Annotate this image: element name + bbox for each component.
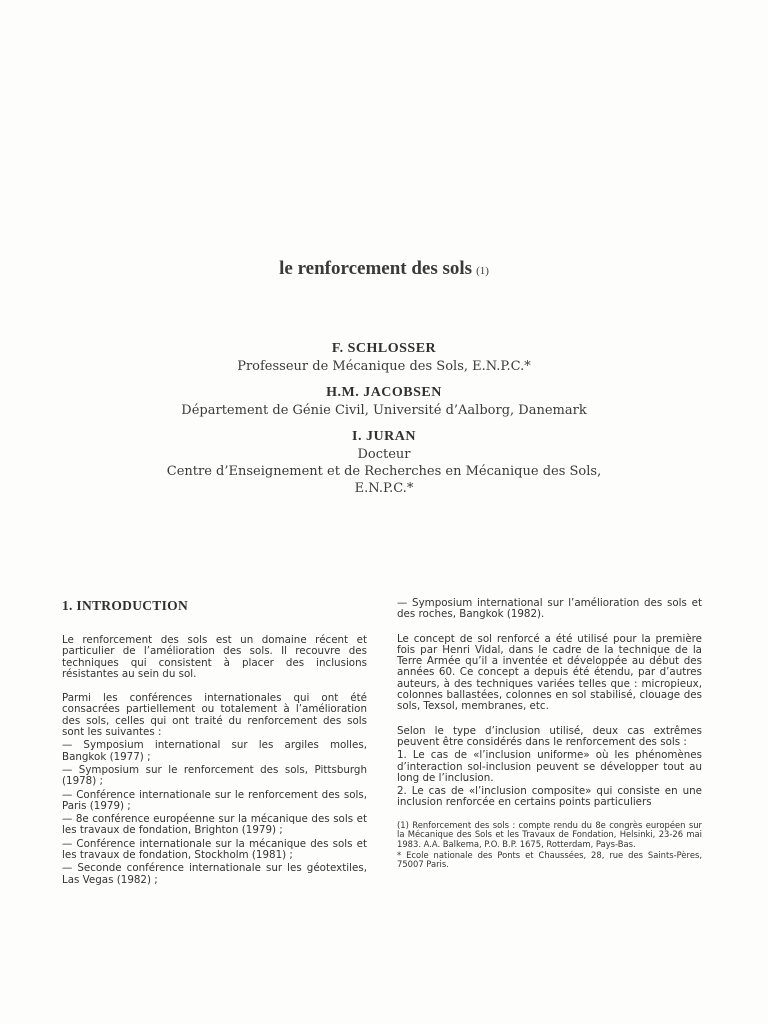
conference-item: — Symposium international sur les argiles molles, Bangkok (1977) ;	[62, 739, 367, 763]
author-name: I. JURAN	[352, 429, 416, 444]
author-block	[0, 384, 768, 419]
author-title: Docteur	[357, 447, 411, 462]
author-affiliation: Département de Génie Civil, Université d’Aalborg, Danemark	[181, 403, 587, 418]
right-column	[397, 598, 702, 871]
case-item: 2. Le cas de «l’inclusion composite» qui consiste en une inclusion renforcée en certains points particuliers	[397, 785, 702, 809]
author-list	[0, 340, 768, 506]
left-column	[62, 598, 367, 888]
author-block	[0, 340, 768, 375]
conferences-intro: Parmi les conférences internationales qui ont été consacrées partiellement ou totalement à l’amélioration des sols, celles qui ont traité du renforcement des sols sont les suivantes :	[62, 692, 367, 739]
title-footnote-ref: (1)	[476, 265, 489, 277]
section-heading: 1. INTRODUCTION	[62, 598, 189, 613]
footnote: (1) Renforcement des sols : compte rendu du 8e congrès européen sur la Mécanique des Sols et les Travaux de Fondation, Helsinki, 23-26 mai 1983. A.A. Balkema, P.O. B.P. 1675, Rotterdam, Pays-Bas.	[397, 819, 702, 849]
author-affiliation-line2: E.N.P.C.*	[354, 481, 414, 496]
conference-item: — Seconde conférence internationale sur les géotextiles, Las Vegas (1982) ;	[62, 862, 367, 886]
conference-item-continued: — Symposium international sur l’amélioration des sols et des roches, Bangkok (1982).	[397, 597, 702, 621]
author-affiliation: Centre d’Enseignement et de Recherches en Mécanique des Sols,	[166, 464, 602, 479]
concept-paragraph: Le concept de sol renforcé a été utilisé pour la première fois par Henri Vidal, dans le cadre de la technique de la Terre Armée qu’il a inventée et développée au début des années 60. Ce concept a depuis été étendu, par d’autres auteurs, à des techniques variées telles que : micropieux, colonnes ballastées, colonnes en sol stabilisé, clouage des sols, Texsol, membranes, etc.	[397, 632, 702, 713]
article-title	[0, 258, 768, 280]
footnote: * Ecole nationale des Ponts et Chaussées, 28, rue des Saints-Pères, 75007 Paris.	[397, 849, 702, 870]
author-block	[0, 428, 768, 497]
title-text: le renforcement des sols	[279, 258, 473, 279]
conference-item: — Conférence internationale sur le renforcement des sols, Paris (1979) ;	[62, 788, 367, 812]
conference-item: — 8e conférence européenne sur la mécanique des sols et les travaux de fondation, Brighton (1979) ;	[62, 813, 367, 837]
cases-intro: Selon le type d’inclusion utilisé, deux cas extrêmes peuvent être considérés dans le renforcement des sols :	[397, 724, 702, 748]
conference-item: — Conférence internationale sur la mécanique des sols et les travaux de fondation, Stockholm (1981) ;	[62, 837, 367, 862]
intro-paragraph: Le renforcement des sols est un domaine récent et particulier de l’amélioration des sols. Il recouvre des techniques qui consistent à placer des inclusions résistantes au sein du sol.	[62, 634, 367, 680]
footnotes	[397, 821, 702, 870]
author-name: H.M. JACOBSEN	[326, 385, 442, 400]
conference-item: — Symposium sur le renforcement des sols, Pittsburgh (1978) ;	[62, 763, 367, 788]
author-name: F. SCHLOSSER	[331, 341, 437, 356]
author-affiliation: Professeur de Mécanique des Sols, E.N.P.C.*	[237, 359, 531, 374]
case-item: 1. Le cas de «l’inclusion uniforme» où les phénomènes d’interaction sol-inclusion peuvent se développer tout au long de l’inclusion.	[397, 749, 702, 784]
